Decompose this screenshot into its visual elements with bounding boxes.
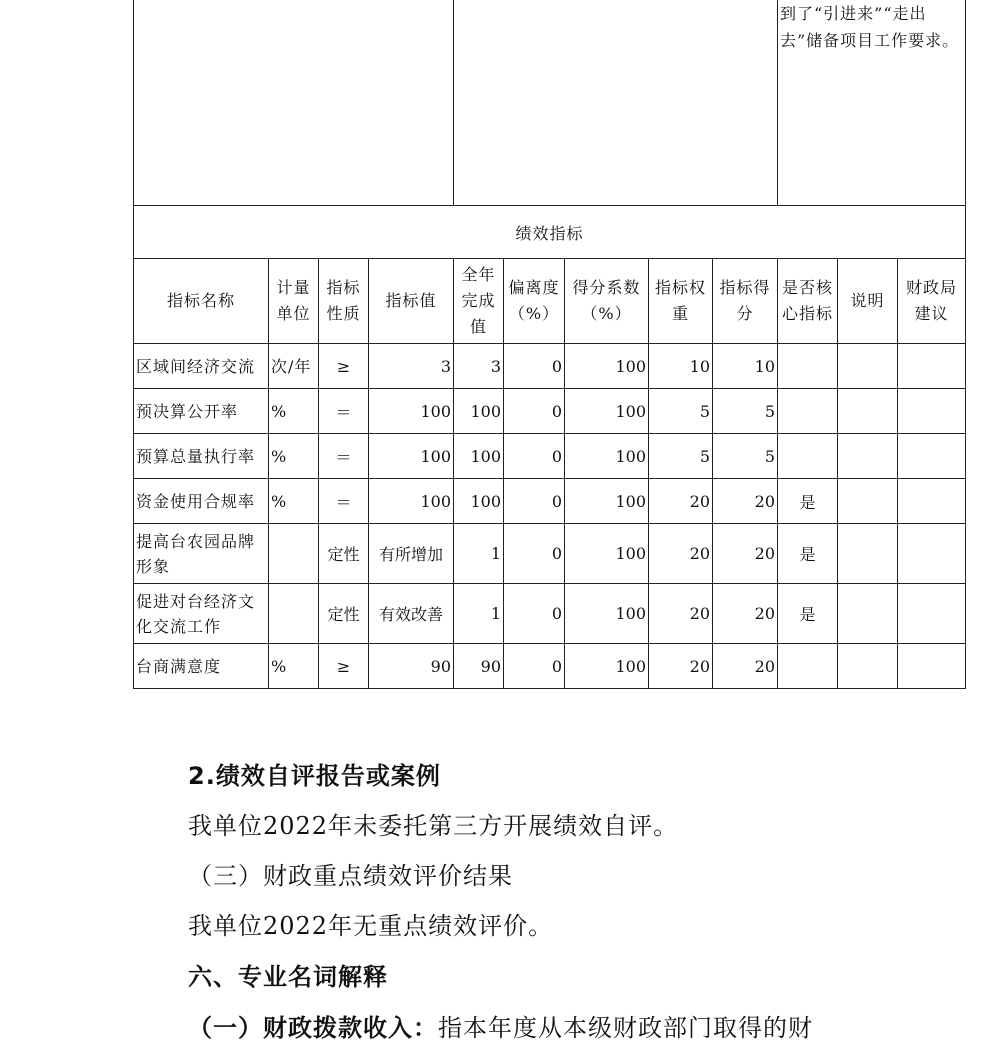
cell-actual: 1	[454, 584, 504, 644]
cell-core	[778, 389, 838, 434]
definition-fiscal-income: 指本年度从本级财政部门取得的财	[438, 1014, 813, 1042]
cell-target: 100	[369, 479, 454, 524]
cell-name: 提高台农园品牌形象	[134, 524, 269, 584]
cell-advice	[898, 344, 966, 389]
cell-nature: ≥	[319, 644, 369, 689]
cell-core: 是	[778, 479, 838, 524]
cell-weight: 5	[649, 434, 713, 479]
cell-unit: 次/年	[269, 344, 319, 389]
cell-unit	[269, 524, 319, 584]
table-row	[134, 584, 966, 644]
cell-name: 预决算公开率	[134, 389, 269, 434]
heading-key-evaluation: （三）财政重点绩效评价结果	[188, 862, 513, 890]
top-cell-left	[134, 0, 454, 206]
cell-nature: ≥	[319, 344, 369, 389]
cell-target: 100	[369, 434, 454, 479]
cell-coef: 100	[565, 434, 649, 479]
paragraph-self-evaluation: 我单位2022年未委托第三方开展绩效自评。	[188, 812, 679, 840]
cell-core: 是	[778, 524, 838, 584]
cell-target: 100	[369, 389, 454, 434]
performance-table	[133, 0, 966, 689]
cell-coef: 100	[565, 644, 649, 689]
cell-weight: 5	[649, 389, 713, 434]
cell-target: 有所增加	[369, 524, 454, 584]
header-cell: 财政局建议	[898, 259, 966, 344]
cell-name: 资金使用合规率	[134, 479, 269, 524]
cell-weight: 10	[649, 344, 713, 389]
cell-core	[778, 644, 838, 689]
table-row	[134, 389, 966, 434]
header-cell: 是否核心指标	[778, 259, 838, 344]
table-row	[134, 644, 966, 689]
cell-weight: 20	[649, 524, 713, 584]
header-cell: 指标名称	[134, 259, 269, 344]
cell-note	[838, 479, 898, 524]
cell-note	[838, 434, 898, 479]
cell-target: 3	[369, 344, 454, 389]
cell-coef: 100	[565, 389, 649, 434]
cell-deviation: 0	[504, 389, 565, 434]
cell-coef: 100	[565, 344, 649, 389]
cell-actual: 100	[454, 434, 504, 479]
table-row	[134, 479, 966, 524]
header-cell: 指标权重	[649, 259, 713, 344]
cell-actual: 3	[454, 344, 504, 389]
section-title: 绩效指标	[134, 206, 966, 259]
table-top-row	[134, 0, 966, 206]
cell-advice	[898, 479, 966, 524]
cell-nature: 定性	[319, 584, 369, 644]
top-cell-middle	[454, 0, 778, 206]
cell-note	[838, 644, 898, 689]
cell-deviation: 0	[504, 524, 565, 584]
cell-score: 5	[713, 389, 778, 434]
cell-unit: %	[269, 479, 319, 524]
header-cell: 指标性质	[319, 259, 369, 344]
cell-coef: 100	[565, 524, 649, 584]
cell-target: 90	[369, 644, 454, 689]
cell-advice	[898, 584, 966, 644]
cell-note	[838, 524, 898, 584]
cell-coef: 100	[565, 479, 649, 524]
cell-weight: 20	[649, 644, 713, 689]
cell-name: 台商满意度	[134, 644, 269, 689]
cell-score: 20	[713, 584, 778, 644]
section-title-row	[134, 206, 966, 259]
heading-self-evaluation: 2.绩效自评报告或案例	[188, 762, 441, 790]
table-body	[134, 344, 966, 689]
cell-score: 20	[713, 479, 778, 524]
header-cell: 偏离度（%）	[504, 259, 565, 344]
cell-deviation: 0	[504, 644, 565, 689]
cell-target: 有效改善	[369, 584, 454, 644]
cell-weight: 20	[649, 584, 713, 644]
cell-name: 预算总量执行率	[134, 434, 269, 479]
header-cell: 得分系数（%）	[565, 259, 649, 344]
cell-deviation: 0	[504, 344, 565, 389]
cell-nature: ＝	[319, 479, 369, 524]
cell-core	[778, 434, 838, 479]
cell-nature: 定性	[319, 524, 369, 584]
table-row	[134, 524, 966, 584]
cell-score: 20	[713, 644, 778, 689]
header-cell: 全年完成值	[454, 259, 504, 344]
term-fiscal-income: （一）财政拨款收入：	[188, 1014, 438, 1042]
cell-unit: %	[269, 389, 319, 434]
cell-advice	[898, 434, 966, 479]
table-row	[134, 344, 966, 389]
header-cell: 指标得分	[713, 259, 778, 344]
paragraph-fiscal-income	[188, 1008, 813, 1043]
table-header-row	[134, 259, 966, 344]
cell-weight: 20	[649, 479, 713, 524]
cell-advice	[898, 524, 966, 584]
cell-name: 促进对台经济文化交流工作	[134, 584, 269, 644]
cell-note	[838, 584, 898, 644]
cell-unit: %	[269, 434, 319, 479]
cell-unit: %	[269, 644, 319, 689]
cell-note	[838, 344, 898, 389]
cell-coef: 100	[565, 584, 649, 644]
top-note: 到了“引进来”“走出去”储备项目工作要求。	[778, 0, 966, 206]
cell-deviation: 0	[504, 479, 565, 524]
header-cell: 说明	[838, 259, 898, 344]
cell-note	[838, 389, 898, 434]
cell-name: 区域间经济交流	[134, 344, 269, 389]
cell-actual: 100	[454, 389, 504, 434]
cell-score: 10	[713, 344, 778, 389]
cell-actual: 100	[454, 479, 504, 524]
cell-deviation: 0	[504, 434, 565, 479]
cell-score: 20	[713, 524, 778, 584]
cell-unit	[269, 584, 319, 644]
paragraph-key-evaluation: 我单位2022年无重点绩效评价。	[188, 912, 554, 940]
header-cell: 指标值	[369, 259, 454, 344]
cell-advice	[898, 389, 966, 434]
table-row	[134, 434, 966, 479]
heading-glossary: 六、专业名词解释	[188, 963, 388, 991]
header-cell: 计量单位	[269, 259, 319, 344]
cell-actual: 90	[454, 644, 504, 689]
cell-nature: ＝	[319, 434, 369, 479]
cell-score: 5	[713, 434, 778, 479]
cell-deviation: 0	[504, 584, 565, 644]
cell-core: 是	[778, 584, 838, 644]
cell-core	[778, 344, 838, 389]
cell-nature: ＝	[319, 389, 369, 434]
cell-advice	[898, 644, 966, 689]
cell-actual: 1	[454, 524, 504, 584]
